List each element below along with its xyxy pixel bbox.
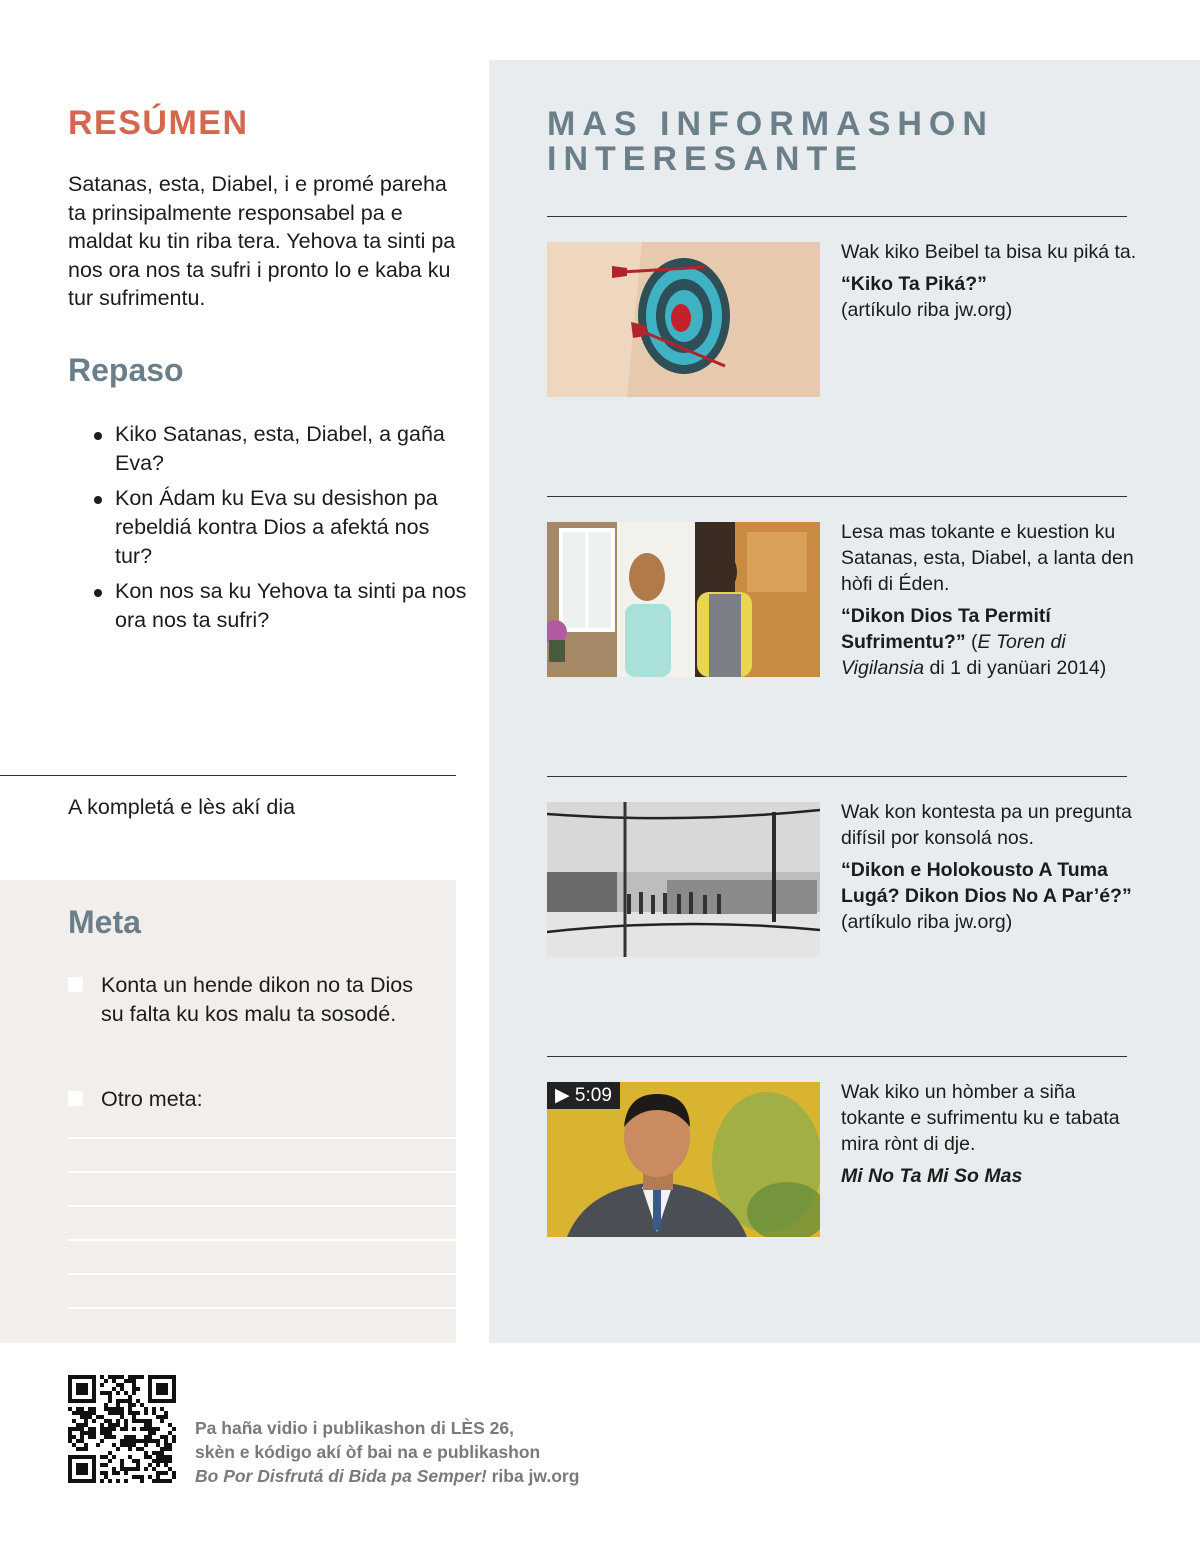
item-divider [547,216,1127,217]
goal-write-line[interactable] [68,1171,456,1173]
goal-label: Konta un hende dikon no ta Dios su falta ku kos malu ta sosodé. [101,973,413,1026]
resource-description: Wak kiko Beibel ta bisa ku piká ta. [841,241,1137,263]
resource-source: (artíkulo riba jw.org) [841,911,1013,933]
resource-title-link[interactable]: “Dikon e Holokousto A Tuma Lugá? Dikon Dios No A Par’é?” [841,859,1132,907]
resource-title-link[interactable]: Mi No Ta Mi So Mas [841,1165,1023,1187]
footer-line-3: riba jw.org [486,1466,580,1486]
archery-target-icon[interactable] [547,242,820,397]
qr-code-icon[interactable] [68,1375,176,1483]
barbed-wire-camp-photo[interactable] [547,802,820,957]
review-heading: Repaso [68,352,184,388]
completed-date-label: A kompletá e lès akí dia [68,795,296,819]
goal-item[interactable] [68,971,428,1028]
goal-write-line[interactable] [68,1205,456,1207]
play-icon: ▶ [555,1085,570,1106]
resource-title-link[interactable]: “Kiko Ta Piká?” [841,273,987,295]
goal-write-line[interactable] [68,1273,456,1275]
summary-heading: RESÚMEN [68,104,249,142]
resource-title-link[interactable]: “Dikon Dios Ta Permití Sufrimentu?” [841,605,1051,653]
more-info-heading: MAS INFORMASHON INTERESANTE [547,105,994,178]
two-women-at-door-photo[interactable] [547,522,820,677]
goal-item[interactable] [68,1085,428,1114]
goal-write-line[interactable] [68,1307,456,1309]
review-question: Kon Ádam ku Eva su desishon pa rebeldiá kontra Dios a afektá nos tur? [92,484,472,571]
footer-line-2: skèn e kódigo akí òf bai na e publikashon [195,1442,541,1462]
goal-write-line[interactable] [68,1239,456,1241]
resource-item [841,519,1141,681]
footer-note [195,1416,645,1488]
resource-source-date: di 1 di yanüari 2014) [924,657,1107,679]
review-question: Kon nos sa ku Yehova ta sinti pa nos ora nos ta sufri? [92,577,472,635]
resource-description: Wak kiko un hòmber a siña tokante e sufrimentu ku e tabata mira rònt di dje. [841,1081,1120,1155]
resource-source-magazine: E Toren di Vigilansia [841,631,1066,679]
goals-heading: Meta [68,904,141,940]
resource-item [841,799,1141,935]
goal-label: Otro meta: [101,1087,203,1111]
man-portrait-video-still[interactable] [547,1082,820,1237]
review-question-list [92,420,472,641]
section-divider [0,775,456,776]
footer-book-title[interactable]: Bo Por Disfrutá di Bida pa Semper! [195,1466,487,1486]
resource-description: Lesa mas tokante e kuestion ku Satanas, esta, Diabel, a lanta den hòfi di Éden. [841,521,1134,595]
resource-description: Wak kon kontesta pa un pregunta difísil por konsolá nos. [841,801,1132,849]
item-divider [547,496,1127,497]
footer-line-1: Pa haña vidio i publikashon di LÈS 26, [195,1418,514,1438]
video-duration-badge [547,1082,620,1109]
resource-item [841,239,1141,323]
resource-source: (artíkulo riba jw.org) [841,299,1013,321]
summary-body: Satanas, esta, Diabel, i e promé pareha ta prinsipalmente responsabel pa e maldat ku tin riba tera. Yehova ta sinti pa nos ora nos ta sufri i pronto lo e kaba ku tur sufrimentu. [68,172,456,310]
goal-checkbox[interactable] [68,977,83,992]
goal-write-line[interactable] [68,1137,456,1139]
resource-source-prefix: ( [965,631,978,653]
goal-checkbox[interactable] [68,1091,83,1106]
resource-item [841,1079,1141,1189]
item-divider [547,776,1127,777]
review-question: Kiko Satanas, esta, Diabel, a gaña Eva? [92,420,472,478]
item-divider [547,1056,1127,1057]
video-duration: 5:09 [574,1085,612,1106]
